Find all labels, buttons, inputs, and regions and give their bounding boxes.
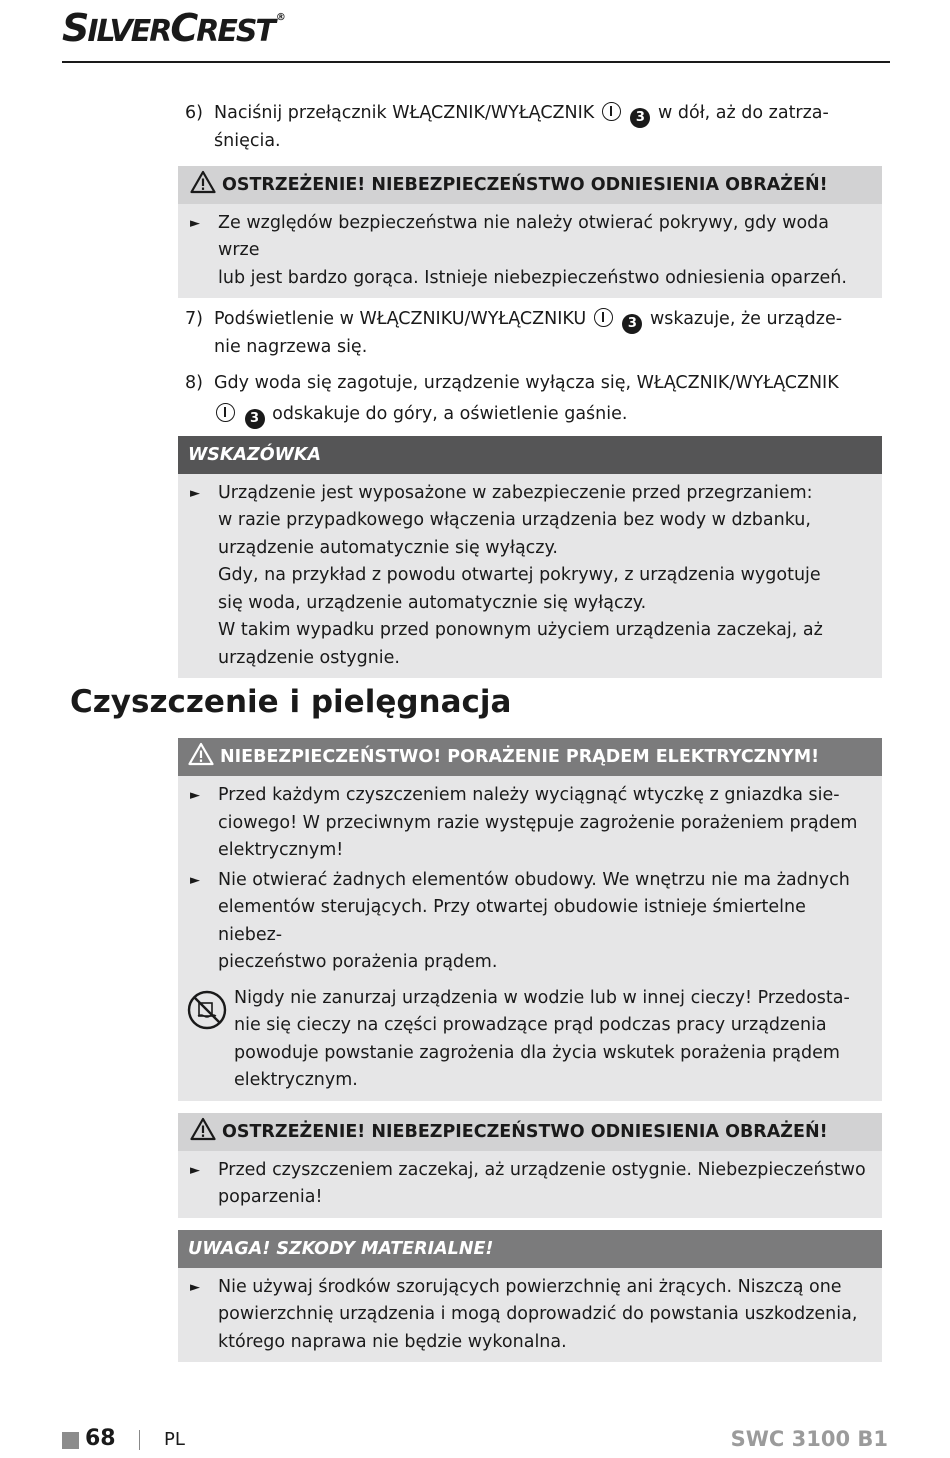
list-item: ► Nie używaj środków szorujących powierzchnię ani żrących. Niszczą one powierzchnię urządzenia i mogą doprowadzić do powstania uszkodzenia, którego naprawa nie będzie wykonalna. (178, 1268, 882, 1357)
bullet-triangle-icon: ► (190, 1279, 200, 1295)
part-badge: 3 (245, 409, 265, 429)
caution-header: UWAGA! SZKODY MATERIALNE! (178, 1230, 882, 1268)
danger-box (178, 738, 882, 1101)
step-8: 8) Gdy woda się zagotuje, urządzenie wyłącza się, WŁĄCZNIK/WYŁĄCZNIK 3 odskakuje do góry, a oświetlenie gaśnie. (178, 368, 882, 430)
section-content (178, 728, 882, 1362)
bullet-triangle-icon: ► (190, 485, 200, 501)
page-footer (0, 1424, 950, 1458)
step-7: 7) Podświetlenie w WŁĄCZNIKU/WYŁĄCZNIKU 3 wskazuje, że urządze- nie nagrzewa się. (178, 306, 882, 362)
warning-triangle-icon (188, 742, 214, 766)
registered-mark: ® (275, 12, 286, 23)
no-immersion-notice: Nigdy nie zanurzaj urządzenia w wodzie lub w innej cieczy! Przedosta- nie się cieczy na części prowadzące prąd podczas pracy urządzenia powoduje powstanie zagrożenia dla życia wskutek porażenia prądem elektrycznym. (178, 977, 882, 1095)
bullet-triangle-icon: ► (190, 215, 200, 231)
step-number: 6) (185, 103, 203, 123)
bullet-triangle-icon: ► (190, 788, 200, 803)
header-rule (62, 61, 890, 63)
power-symbol-icon (594, 308, 613, 327)
list-item: ► Nie otwierać żadnych elementów obudowy. We wnętrzu nie ma żadnych elementów sterujących. Przy otwartej obudowie istnieje śmiertelne niebez- pieczeństwo porażenia prądem. (178, 865, 882, 977)
warning-triangle-icon (190, 1117, 216, 1141)
list-item: ► Ze względów bezpieczeństwa nie należy otwierać pokrywy, gdy woda wrze lub jest bardzo gorąca. Istnieje niebezpieczeństwo odniesienia oparzeń. (178, 204, 882, 293)
section-title: Czyszczenie i pielęgnacja (70, 684, 512, 720)
brand-logo: SILVERCREST ® (62, 6, 286, 50)
footer-square (62, 1432, 79, 1449)
model-number: SWC 3100 B1 (730, 1427, 888, 1451)
warning-box-2 (178, 1113, 882, 1218)
part-badge: 3 (630, 108, 650, 128)
bullet-triangle-icon: ► (190, 872, 200, 888)
main-content (178, 100, 882, 678)
footer-divider (139, 1430, 140, 1450)
hint-box (178, 436, 882, 679)
caution-box (178, 1230, 882, 1363)
list-item: ► Przed czyszczeniem zaczekaj, aż urządzenie ostygnie. Niebezpieczeństwo poparzenia! (178, 1151, 882, 1212)
list-item: ► Przed każdym czyszczeniem należy wyciągnąć wtyczkę z gniazdka sie- ciowego! W przeciwnym razie występuje zagrożenie porażeniem prądem elektrycznym! (178, 776, 882, 865)
list-item: ► Urządzenie jest wyposażone w zabezpieczenie przed przegrzaniem: w razie przypadkowego włączenia urządzenia bez wody w dzbanku, urządzenie automatycznie się wyłączy. Gdy, na przykład z powodu otwartej pokrywy, z urządzenia wygotuje się woda, urządzenie automatycznie się wyłączy. W takim wypadku przed ponownym użyciem urządzenia zaczekaj, aż urządzenie ostygnie. (178, 474, 882, 673)
warning-header: OSTRZEŻENIE! NIEBEZPIECZEŃSTWO ODNIESIENIA OBRAŻEŃ! (178, 166, 882, 204)
step-number: 8) (185, 372, 203, 393)
warning-header: OSTRZEŻENIE! NIEBEZPIECZEŃSTWO ODNIESIENIA OBRAŻEŃ! (178, 1113, 882, 1151)
language-code: PL (164, 1429, 185, 1450)
power-symbol-icon (216, 403, 235, 422)
no-immersion-icon (186, 989, 228, 1031)
power-symbol-icon (602, 102, 621, 121)
step-number: 7) (185, 309, 203, 329)
bullet-triangle-icon: ► (190, 1162, 200, 1178)
hint-header: WSKAZÓWKA (178, 436, 882, 474)
page-number: 68 (85, 1426, 116, 1451)
danger-header: NIEBEZPIECZEŃSTWO! PORAŻENIE PRĄDEM ELEKTRYCZNYM! (178, 738, 882, 776)
warning-box-1 (178, 166, 882, 299)
warning-triangle-icon (190, 170, 216, 194)
part-badge: 3 (622, 314, 642, 334)
step-6: 6) Naciśnij przełącznik WŁĄCZNIK/WYŁĄCZNIK 3 w dół, aż do zatrza- śnięcia. (178, 100, 882, 156)
